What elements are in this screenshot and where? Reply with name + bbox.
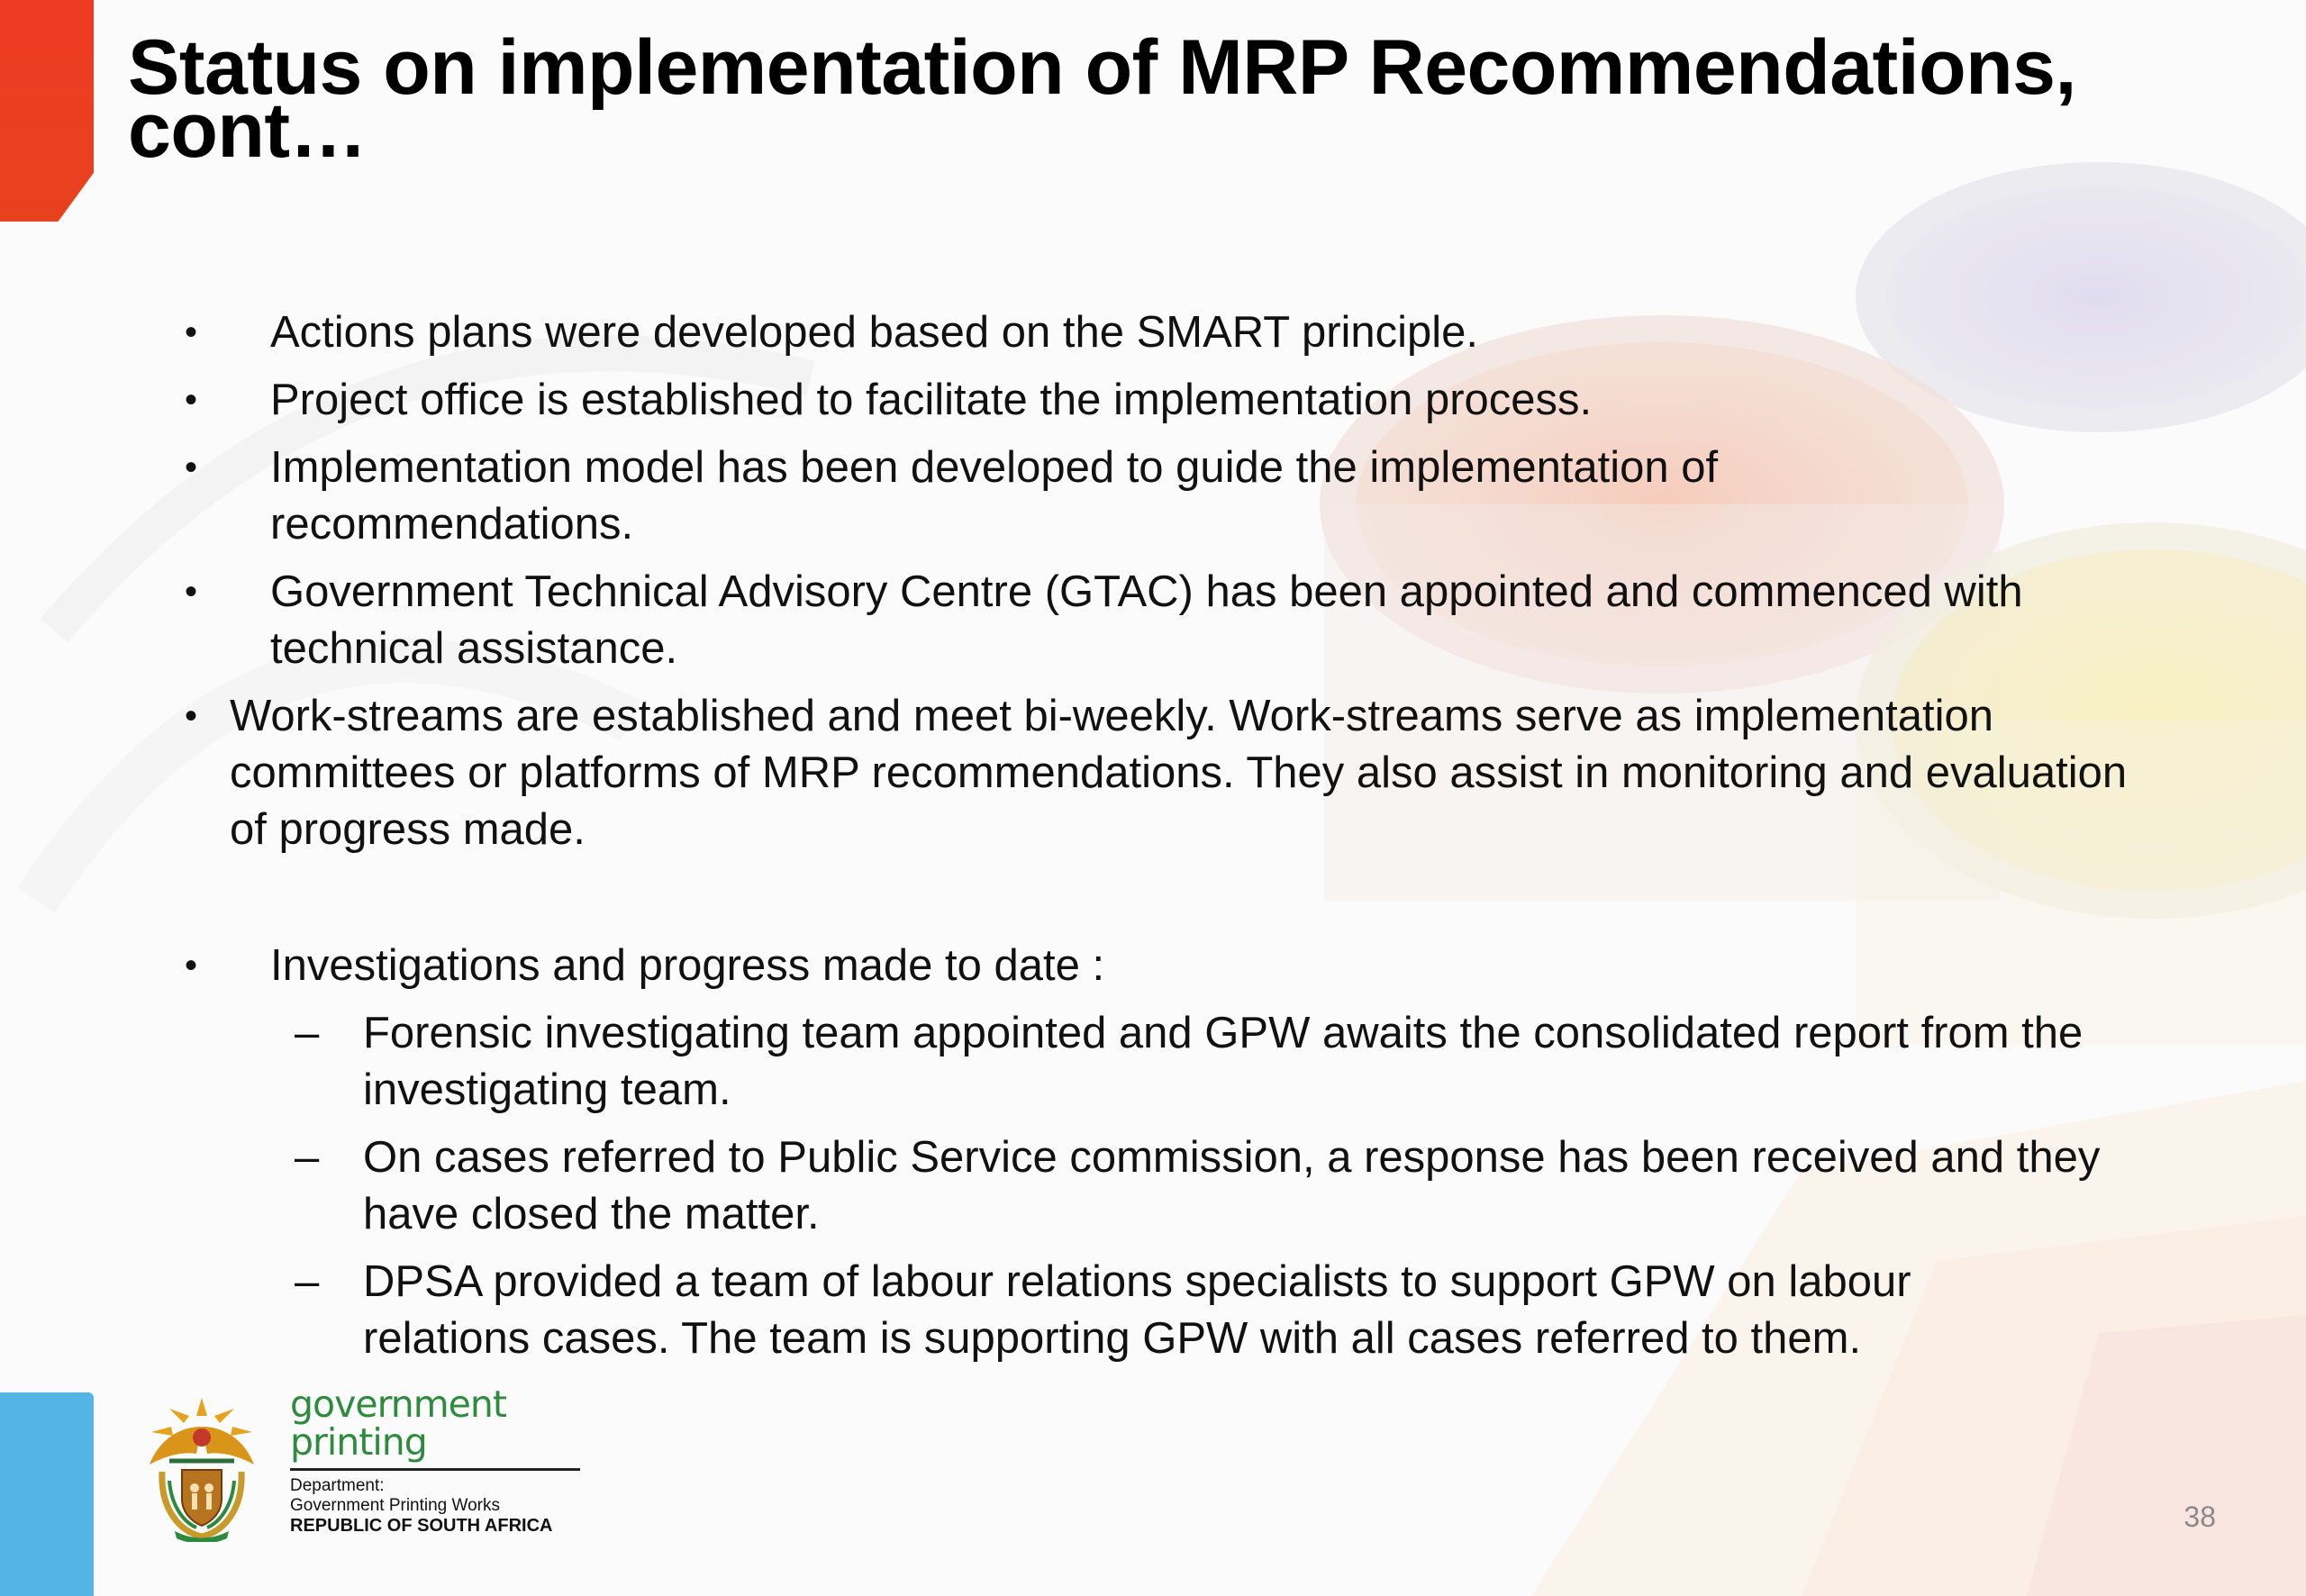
bullet-marker: • xyxy=(185,572,198,612)
gpw-logo xyxy=(142,1385,602,1547)
department-name: Government Printing Works xyxy=(290,1496,501,1515)
accent-red-corner xyxy=(0,0,94,222)
sub-bullet-text: Forensic investigating team appointed and GPW awaits the consolidated report from the investigating team. xyxy=(363,1009,2084,1114)
department-label: Department: xyxy=(290,1476,385,1495)
bullet-marker: • xyxy=(185,946,198,985)
bullet-item xyxy=(180,372,2162,429)
page-number: 38 xyxy=(2183,1501,2216,1533)
sub-bullet-text: DPSA provided a team of labour relations specialists to support GPW on labour relations cases. The team is supporting GPW with all cases referred to them. xyxy=(363,1257,1911,1363)
bullet-item xyxy=(180,688,2162,858)
coat-of-arms-icon xyxy=(142,1391,261,1542)
bullet-item xyxy=(180,938,2162,994)
sub-bullet-item xyxy=(295,1005,2162,1119)
bullet-text: Actions plans were developed based on the SMART principle. xyxy=(270,308,1479,357)
sub-bullet-list xyxy=(180,1005,2162,1367)
bullet-item xyxy=(180,564,2162,677)
bullet-marker: • xyxy=(185,696,198,736)
slide-title: Status on implementation of MRP Recommendations, cont… xyxy=(128,24,2076,174)
bullet-text: Project office is established to facilitate the implementation process. xyxy=(270,376,1593,424)
brand-text-block xyxy=(290,1385,731,1536)
bullet-marker: • xyxy=(185,448,198,487)
bullet-text: Investigations and progress made to date : xyxy=(270,941,1105,990)
sub-bullet-text: On cases referred to Public Service commission, a response has been received and they have closed the matter. xyxy=(363,1133,2101,1238)
bullet-marker: • xyxy=(185,380,198,420)
sub-bullet-item xyxy=(295,1254,2162,1367)
country-name: REPUBLIC OF SOUTH AFRICA xyxy=(290,1516,553,1536)
brand-word-printing: printing xyxy=(290,1420,427,1464)
brand-word-government: government xyxy=(290,1383,506,1426)
dash-marker: – xyxy=(295,1133,320,1182)
bullet-text: Work-streams are established and meet bi-weekly. Work-streams serve as implementation committees or platforms of MRP recommendations. They also assist in monitoring and evaluation of progress made. xyxy=(230,692,2128,854)
dash-marker: – xyxy=(295,1009,320,1057)
bullet-text: Implementation model has been developed to guide the implementation of recommendations. xyxy=(270,443,1719,549)
brand-divider xyxy=(290,1468,580,1471)
slide-body xyxy=(180,304,2162,1378)
bullet-marker: • xyxy=(185,313,198,352)
accent-blue-corner xyxy=(0,1392,94,1596)
sub-bullet-item xyxy=(295,1129,2162,1243)
bullet-text: Government Technical Advisory Centre (GTAC) has been appointed and commenced with technical assistance. xyxy=(270,567,2023,673)
bullet-item xyxy=(180,440,2162,553)
bullet-item xyxy=(180,304,2162,361)
dash-marker: – xyxy=(295,1257,320,1306)
